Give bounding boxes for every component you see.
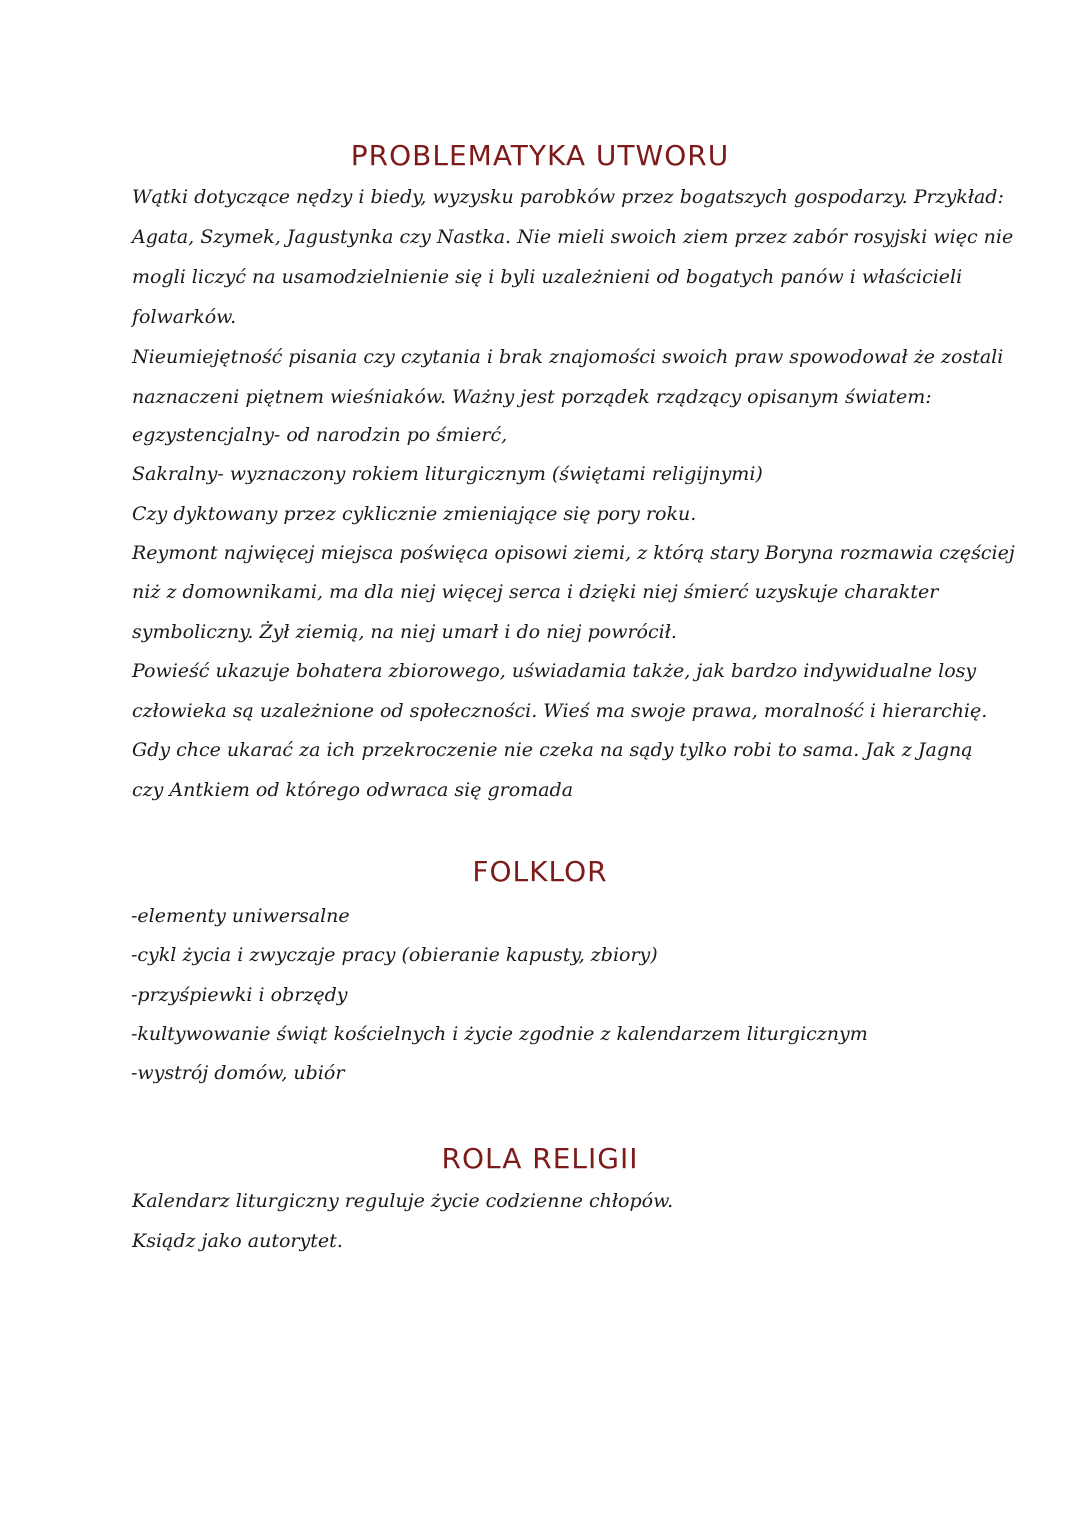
- paragraph-line: człowieka są uzależnione od społeczności. Wieś ma swoje prawa, moralność i hierarchię.: [132, 700, 988, 722]
- heading-folklor: FOLKLOR: [472, 855, 608, 888]
- paragraph-line: naznaczeni piętnem wieśniaków. Ważny jest porządek rządzący opisanym światem:: [132, 386, 932, 408]
- paragraph-line: Agata, Szymek, Jagustynka czy Nastka. Nie mieli swoich ziem przez zabór rosyjski więc nie: [132, 226, 1014, 248]
- paragraph-line: Nieumiejętność pisania czy czytania i brak znajomości swoich praw spowodował że zostali: [132, 346, 1004, 368]
- paragraph-line: niż z domownikami, ma dla niej więcej serca i dzięki niej śmierć uzyskuje charakter: [132, 581, 939, 603]
- heading-problematyka: PROBLEMATYKA UTWORU: [350, 139, 730, 172]
- paragraph-line: Sakralny- wyznaczony rokiem liturgicznym (świętami religijnymi): [132, 463, 763, 485]
- paragraph-line: czy Antkiem od którego odwraca się gromada: [132, 779, 574, 801]
- paragraph-line: Powieść ukazuje bohatera zbiorowego, uświadamia także, jak bardzo indywidualne losy: [132, 660, 977, 682]
- list-item: -przyśpiewki i obrzędy: [131, 984, 348, 1006]
- paragraph-line: mogli liczyć na usamodzielnienie się i byli uzależnieni od bogatych panów i właścicieli: [132, 266, 963, 288]
- paragraph-line: folwarków.: [132, 306, 237, 328]
- list-item: -elementy uniwersalne: [131, 905, 350, 927]
- paragraph-line: Gdy chce ukarać za ich przekroczenie nie czeka na sądy tylko robi to sama. Jak z Jagną: [132, 739, 973, 761]
- heading-rola-religii: ROLA RELIGII: [441, 1142, 639, 1175]
- paragraph-line: Kalendarz liturgiczny reguluje życie codzienne chłopów.: [132, 1190, 674, 1212]
- paragraph-line: Reymont najwięcej miejsca poświęca opisowi ziemi, z którą stary Boryna rozmawia częściej: [132, 542, 1015, 564]
- paragraph-line: Wątki dotyczące nędzy i biedy, wyzysku parobków przez bogatszych gospodarzy. Przykład:: [132, 186, 1004, 208]
- paragraph-line: egzystencjalny- od narodzin po śmierć,: [132, 424, 508, 446]
- list-item: -cykl życia i zwyczaje pracy (obieranie kapusty, zbiory): [131, 944, 658, 966]
- paragraph-line: Czy dyktowany przez cyklicznie zmieniające się pory roku.: [132, 503, 697, 525]
- list-item: -kultywowanie świąt kościelnych i życie zgodnie z kalendarzem liturgicznym: [131, 1023, 868, 1045]
- paragraph-line: Ksiądz jako autorytet.: [132, 1230, 343, 1252]
- list-item: -wystrój domów, ubiór: [131, 1062, 345, 1084]
- paragraph-line: symboliczny. Żył ziemią, na niej umarł i do niej powrócił.: [132, 621, 677, 643]
